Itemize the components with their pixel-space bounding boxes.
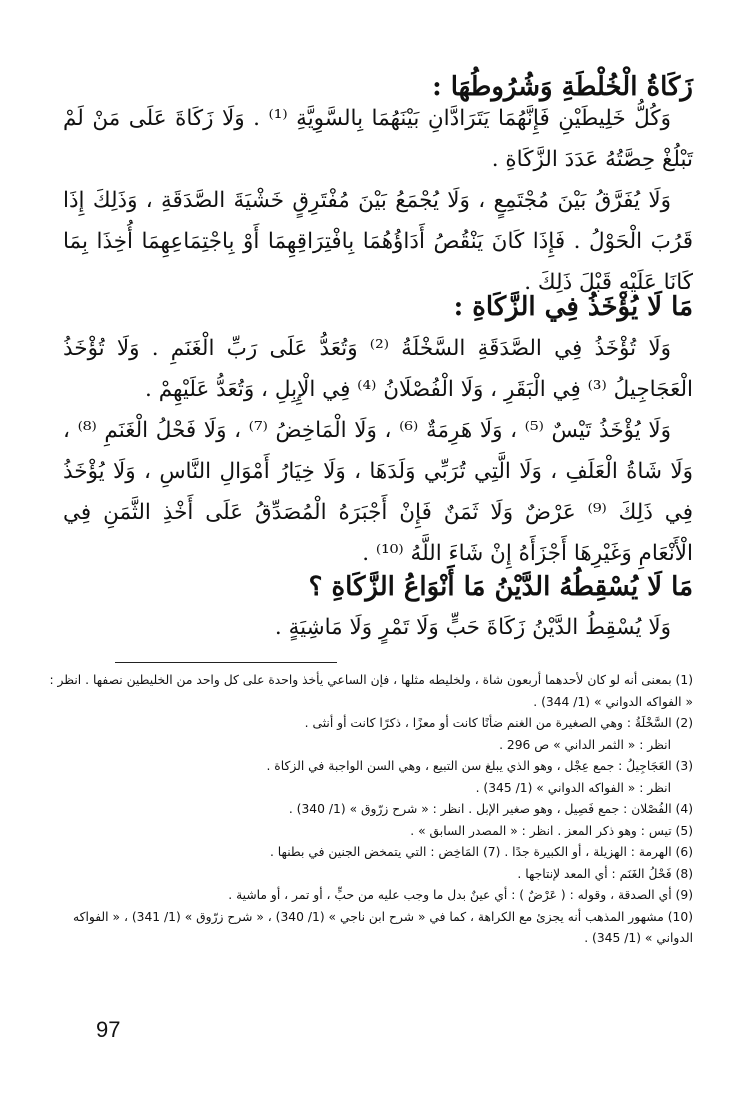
- paragraph: وَلَا يُفَرَّقُ بَيْنَ مُجْتَمِعٍ ، وَلَا يُجْمَعُ بَيْنَ مُفْتَرِقٍ خَشْيَةَ الصَّدَقَةِ ، وَذَلِكَ إِذَا قَرُبَ الْحَوْلُ . فَإِذَا كَانَ يَنْقُصُ أَدَاؤُهُمَا بِافْتِرَاقِهِمَا أَوْ بِاجْتِمَاعِهِمَا أُخِذَا بِمَا كَانَا عَلَيْهِ قَبْلَ ذَلِكَ .: [63, 188, 693, 295]
- footnotes: [48, 670, 693, 950]
- section-heading-debt-and-zakat-types: مَا لَا يُسْقِطُهُ الدَّيْنُ مَا أَنْوَاعُ الزَّكَاةِ ؟: [308, 572, 693, 602]
- footnote-8: (8) فَحْلُ الغَنَم : أي المعد لإنتاجها .: [517, 866, 693, 881]
- footnote-2: (2) السَّخْلَةُ : وهي الصغيرة من الغنم ضأنًا كانت أو معزًا ، ذكرًا كانت أو أنثى .: [304, 716, 693, 730]
- section-body-not-taken-in-zakat: [63, 328, 693, 574]
- page-number: 97: [96, 1017, 121, 1042]
- footnote-1: (1) بمعنى أنه لو كان لأحدهما أربعون شاة ، ولخليطه مثلها ، فإن الساعي يأخذ واحدة على كل واحد من الخليطين نصفها . انظر : « الفواكه الدواني » (1/ 344) .: [49, 673, 693, 709]
- footnote-3: (3) العَجَاجِيلُ : جمع عِجْل ، وهو الذي يبلغ سن التبيع ، وهي السن الواجبة في الزكاة .: [266, 759, 693, 773]
- section-heading-not-taken-in-zakat: مَا لَا يُؤْخَذُ فِي الزَّكَاةِ :: [453, 292, 693, 322]
- footnote-10: (10) مشهور المذهب أنه يجزئ مع الكراهة ، كما في « شرح ابن ناجي » (1/ 340) ، « شرح زرّوق » (1/ 341) ، « الفواكه الدواني » (1/ 345) .: [73, 909, 693, 945]
- paragraph: وَلَا يُؤْخَذُ تَيْسٌ ⁽⁵⁾ ، وَلَا هَرِمَةٌ ⁽⁶⁾ ، وَلَا الْمَاخِضُ ⁽⁷⁾ ، وَلَا فَحْلُ الْغَنَمِ ⁽⁸⁾ ، وَلَا شَاةُ الْعَلَفِ ، وَلَا الَّتِي تُرَبِّي وَلَدَهَا ، وَلَا خِيَارُ أَمْوَالِ النَّاسِ ، وَلَا يُؤْخَذُ فِي ذَلِكَ ⁽⁹⁾ عَرْضٌ وَلَا ثَمَنٌ فَإِنْ أَجْبَرَهُ الْمُصَدِّقُ عَلَى أَخْذِ الثَّمَنِ فِي الْأَنْعَامِ وَغَيْرِهَا أَجْزَأَهُ إِنْ شَاءَ اللَّهُ ⁽¹⁰⁾ .: [63, 418, 693, 566]
- footnote-9: (9) أي الصدقة ، وقوله : ( عَرْضٌ ) : أي عينٌ بدل ما وجب عليه من حبٍّ ، أو تمر ، أو ماشية .: [228, 888, 693, 902]
- footnote-separator: [115, 662, 337, 663]
- footnote-2-source: انظر : « الثمر الداني » ص 296 .: [499, 737, 671, 752]
- section-heading-mixed-herd-zakat: زَكَاةُ الْخُلْطَةِ وَشُرُوطُهَا :: [432, 72, 693, 102]
- paragraph: وَلَا تُؤْخَذُ فِي الصَّدَقَةِ السَّخْلَةُ ⁽²⁾ وَتُعَدُّ عَلَى رَبِّ الْغَنَمِ . وَلَا تُؤْخَذُ الْعَجَاجِيلُ ⁽³⁾ فِي الْبَقَرِ ، وَلَا الْفُصْلَانُ ⁽⁴⁾ فِي الْإِبِلِ ، وَتُعَدُّ عَلَيْهِمْ .: [63, 336, 693, 402]
- paragraph: وَكُلُّ خَلِيطَيْنِ فَإِنَّهُمَا يَتَرَادَّانِ بَيْنَهُمَا بِالسَّوِيَّةِ ⁽¹⁾ . وَلَا زَكَاةَ عَلَى مَنْ لَمْ تَبْلُغْ حِصَّتُهُ عَدَدَ الزَّكَاةِ .: [63, 106, 693, 172]
- footnote-3-source: انظر : « الفواكه الدواني » (1/ 345) .: [475, 780, 671, 795]
- footnote-4: (4) الفُصْلان : جمع فَصِيل ، وهو صغير الإبل . انظر : « شرح زرّوق » (1/ 340) .: [288, 802, 693, 816]
- paragraph: وَلَا يُسْقِطُ الدَّيْنُ زَكَاةَ حَبٍّ وَلَا تَمْرٍ وَلَا مَاشِيَةٍ .: [274, 615, 671, 640]
- footnote-6-7: (6) الهرمة : الهزيلة ، أو الكبيرة جدًا . (7) المَاخِض : التي يتمخض الجنين في بطنها .: [269, 845, 693, 859]
- footnote-5: (5) تيس : وهو ذكر المعز . انظر : « المصدر السابق » .: [410, 823, 693, 838]
- section-body-mixed-herd-zakat: [63, 98, 693, 303]
- section-body-debt-and-zakat-types: [63, 607, 693, 648]
